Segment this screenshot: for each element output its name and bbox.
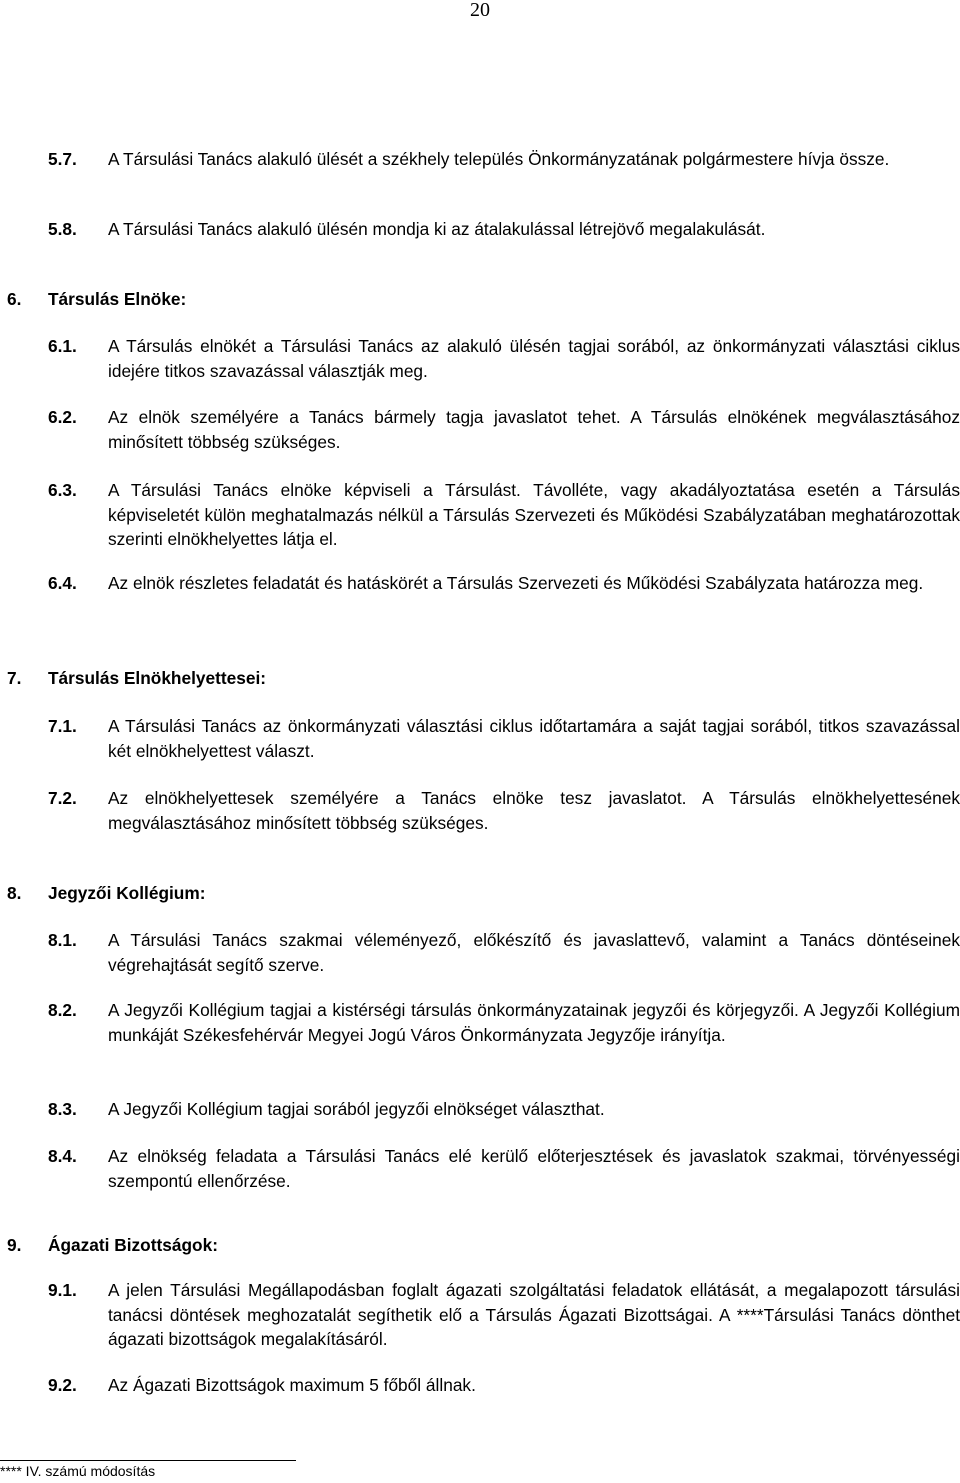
paragraph-9-1 (48, 1278, 960, 1352)
paragraph-text: A Társulási Tanács elnöke képviseli a Társulást. Távolléte, vagy akadályoztatása esetén a Társulás képviseletét külön meghatalmazás nélkül a Társulás Szervezeti és Működési Szabályzatában meghatározottak szerinti elnökhelyettes látja el. (108, 480, 960, 550)
paragraph-number: 9.2. (48, 1375, 77, 1395)
paragraph-8-4 (48, 1144, 960, 1193)
paragraph-5-7 (48, 147, 960, 172)
section-title: Jegyzői Kollégium: (48, 883, 206, 903)
paragraph-7-2 (48, 786, 960, 835)
section-number: 7. (7, 668, 22, 688)
paragraph-text: Az elnök személyére a Tanács bármely tagja javaslatot tehet. A Társulás elnökének megválasztásához minősített többség szükséges. (108, 407, 960, 452)
paragraph-number: 9.1. (48, 1280, 77, 1300)
paragraph-7-1 (48, 714, 960, 763)
paragraph-number: 7.1. (48, 716, 77, 736)
paragraph-text: Az Ágazati Bizottságok maximum 5 főből állnak. (108, 1375, 476, 1395)
paragraph-text: A Jegyzői Kollégium tagjai a kistérségi társulás önkormányzatainak jegyzői és körjegyzői. A Jegyzői Kollégium munkáját Székesfehérvár Megyei Jogú Város Önkormányzata Jegyzője irányítja. (108, 1000, 960, 1045)
paragraph-text: A Társulási Tanács szakmai véleményező, előkészítő és javaslattevő, valamint a Tanács döntéseinek végrehajtását segítő szerve. (108, 930, 960, 975)
paragraph-number: 6.3. (48, 480, 77, 500)
paragraph-text: A Társulási Tanács az önkormányzati választási ciklus időtartamára a saját tagjai sorából, titkos szavazással két elnökhelyettest választ. (108, 716, 960, 761)
section-title: Ágazati Bizottságok: (48, 1235, 218, 1255)
paragraph-5-8 (48, 217, 960, 242)
paragraph-number: 7.2. (48, 788, 77, 808)
paragraph-6-3 (48, 478, 960, 552)
section-title: Társulás Elnöke: (48, 289, 187, 309)
paragraph-6-4 (48, 571, 960, 596)
paragraph-number: 6.2. (48, 407, 77, 427)
section-heading-6 (7, 287, 186, 312)
paragraph-9-2 (48, 1373, 960, 1398)
paragraph-number: 8.3. (48, 1099, 77, 1119)
paragraph-8-2 (48, 998, 960, 1047)
paragraph-text: A Társulási Tanács alakuló ülésén mondja ki az átalakulással létrejövő megalakulását. (108, 219, 766, 239)
footnote: **** IV. számú módosítás (0, 1463, 156, 1479)
paragraph-number: 8.1. (48, 930, 77, 950)
paragraph-8-3 (48, 1097, 960, 1122)
paragraph-text: Az elnökség feladata a Társulási Tanács elé kerülő előterjesztések és javaslatok szakmai, törvényességi szempontú ellenőrzése. (108, 1146, 960, 1191)
paragraph-6-2 (48, 405, 960, 454)
section-heading-9 (7, 1233, 218, 1258)
paragraph-number: 6.1. (48, 336, 77, 356)
page-number: 20 (470, 0, 490, 21)
paragraph-8-1 (48, 928, 960, 977)
paragraph-number: 5.7. (48, 149, 77, 169)
paragraph-text: A Társulási Tanács alakuló ülését a székhely település Önkormányzatának polgármestere hívja össze. (108, 149, 890, 169)
paragraph-number: 5.8. (48, 219, 77, 239)
paragraph-text: A Társulás elnökét a Társulási Tanács az alakuló ülésén tagjai sorából, az önkormányzati választási ciklus idejére titkos szavazással választják meg. (108, 336, 960, 381)
section-number: 6. (7, 289, 22, 309)
section-title: Társulás Elnökhelyettesei: (48, 668, 267, 688)
paragraph-number: 8.2. (48, 1000, 77, 1020)
paragraph-text: A Jegyzői Kollégium tagjai sorából jegyzői elnökséget választhat. (108, 1099, 605, 1119)
section-number: 9. (7, 1235, 22, 1255)
paragraph-number: 6.4. (48, 573, 77, 593)
paragraph-6-1 (48, 334, 960, 383)
section-number: 8. (7, 883, 22, 903)
section-heading-8 (7, 881, 205, 906)
section-heading-7 (7, 666, 266, 691)
paragraph-text: Az elnökhelyettesek személyére a Tanács elnöke tesz javaslatot. A Társulás elnökhelyettesének megválasztásához minősített többség szükséges. (108, 788, 960, 833)
paragraph-text: Az elnök részletes feladatát és hatáskörét a Társulás Szervezeti és Működési Szabályzata határozza meg. (108, 573, 924, 593)
paragraph-number: 8.4. (48, 1146, 77, 1166)
paragraph-text: A jelen Társulási Megállapodásban foglalt ágazati szolgáltatási feladatok ellátását, a megalapozott társulási tanácsi döntések meghozatalát segíthetik elő a Társulás Ágazati Bizottságai. A ****Társulási Tanács dönthet ágazati bizottságok megalakításáról. (108, 1280, 960, 1350)
